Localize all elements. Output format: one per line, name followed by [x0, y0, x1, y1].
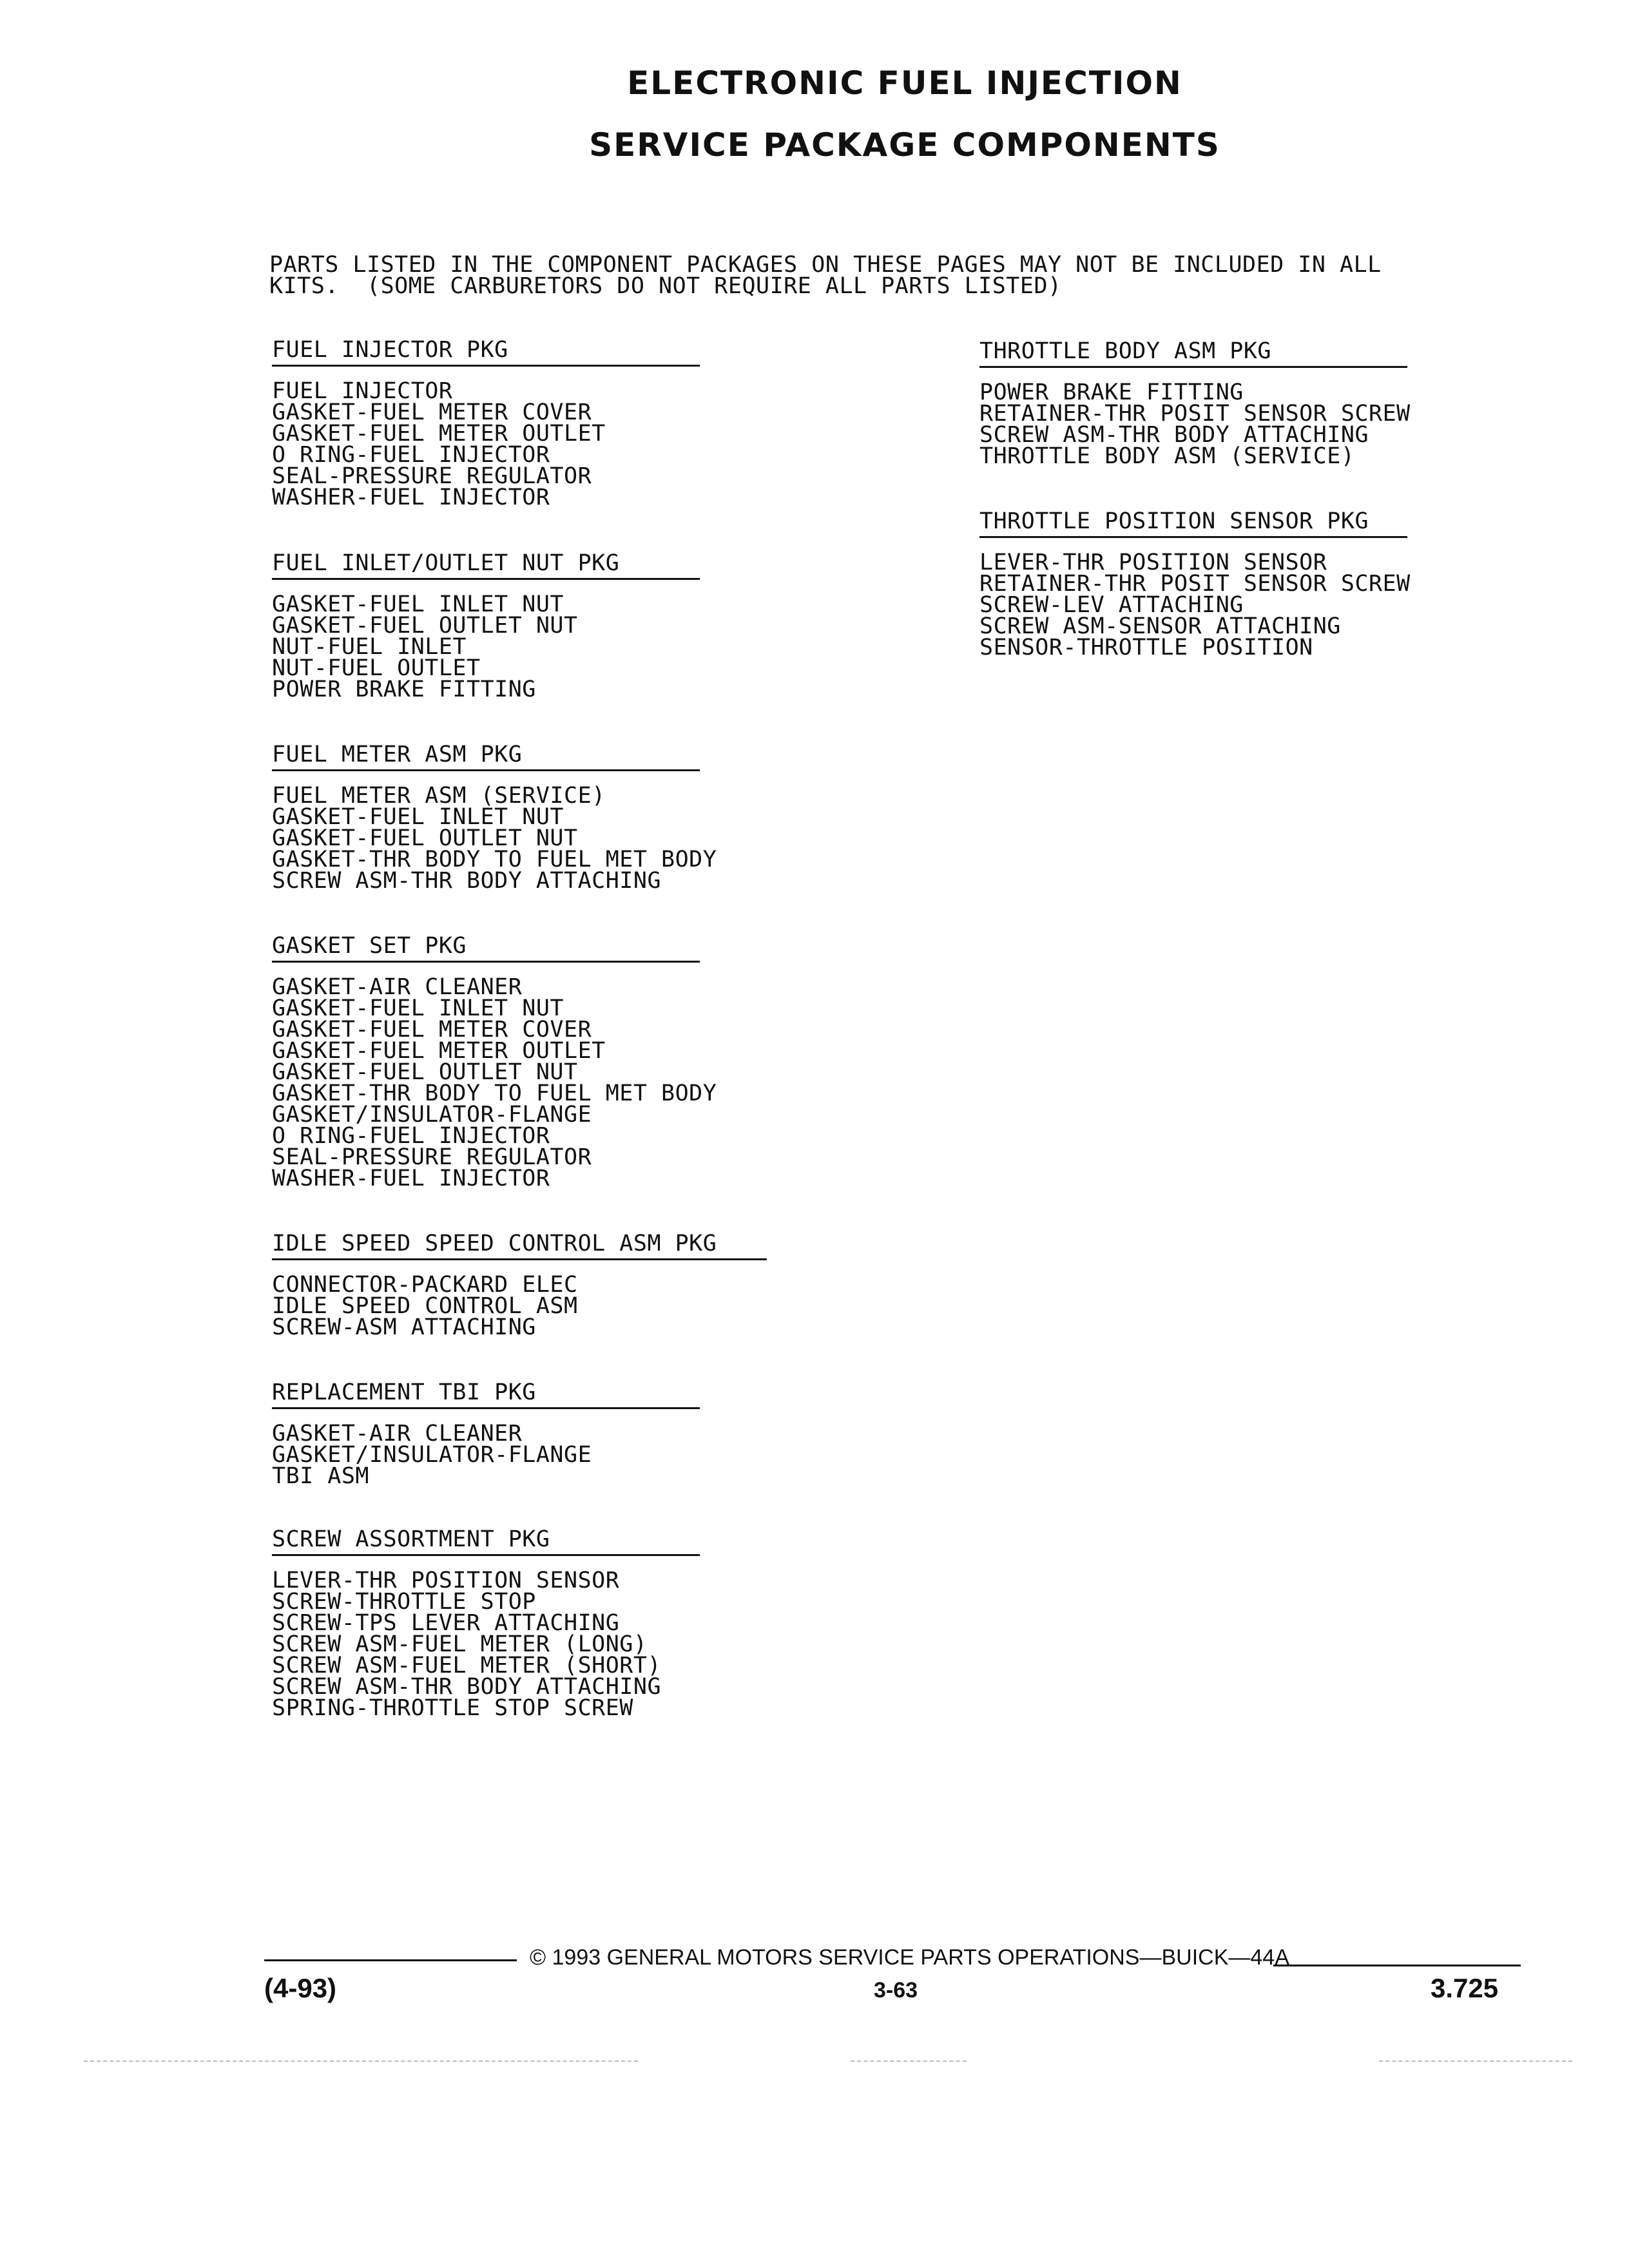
part-item: WASHER-FUEL INJECTOR — [272, 485, 550, 510]
section-title: IDLE SPEED SPEED CONTROL ASM PKG — [272, 1233, 767, 1260]
parts-list — [272, 1274, 767, 1338]
section-title: FUEL INJECTOR PKG — [272, 340, 700, 367]
part-item: SCREW-TPS LEVER ATTACHING — [272, 1610, 620, 1636]
parts-list — [979, 382, 1411, 467]
part-item: SCREW-ASM ATTACHING — [272, 1314, 536, 1340]
scan-artifact-line — [1379, 2061, 1572, 2062]
page-subtitle: SERVICE PACKAGE COMPONENTS — [589, 126, 1220, 164]
scan-artifact-line — [84, 2061, 638, 2062]
part-item: RETAINER-THR POSIT SENSOR SCREW — [979, 401, 1411, 427]
part-item: LEVER-THR POSITION SENSOR — [979, 550, 1327, 575]
part-item: IDLE SPEED CONTROL ASM — [272, 1293, 578, 1319]
part-item: SCREW ASM-FUEL METER (LONG) — [272, 1631, 648, 1657]
part-item: SPRING-THROTTLE STOP SCREW — [272, 1695, 633, 1721]
section-title: GASKET SET PKG — [272, 936, 700, 963]
section-replacement-tbi-pkg — [272, 1379, 700, 1489]
section-throttle-body-asm-pkg — [979, 338, 1411, 469]
part-item: SCREW ASM-THR BODY ATTACHING — [272, 868, 662, 894]
part-item: GASKET/INSULATOR-FLANGE — [272, 1102, 592, 1128]
part-item: SEAL-PRESSURE REGULATOR — [272, 1144, 592, 1170]
parts-list — [979, 552, 1411, 658]
section-fuel-injector-pkg — [272, 337, 700, 510]
parts-list — [272, 378, 700, 510]
parts-list — [272, 1570, 700, 1719]
section-title: FUEL INLET/OUTLET NUT PKG — [272, 553, 700, 580]
part-item: NUT-FUEL OUTLET — [272, 655, 481, 681]
footer-date-code: (4-93) — [264, 1973, 337, 2003]
section-idle-speed-control-asm-pkg — [272, 1233, 767, 1338]
part-item: SCREW-THROTTLE STOP — [272, 1589, 536, 1615]
footer-copyright: © 1993 GENERAL MOTORS SERVICE PARTS OPERATIONS—BUICK—44A — [530, 1945, 1289, 1970]
intro-line: PARTS LISTED IN THE COMPONENT PACKAGES ON THESE PAGES MAY NOT BE INCLUDED IN ALL — [269, 252, 1382, 278]
section-title: REPLACEMENT TBI PKG — [272, 1382, 700, 1409]
footer-page-number: 3-63 — [874, 1978, 918, 2003]
part-item: GASKET-FUEL METER OUTLET — [272, 421, 606, 447]
parts-list — [272, 785, 717, 892]
part-item: RETAINER-THR POSIT SENSOR SCREW — [979, 571, 1411, 597]
part-item: GASKET-FUEL OUTLET NUT — [272, 825, 578, 851]
part-item: GASKET-FUEL OUTLET NUT — [272, 613, 578, 639]
section-title: THROTTLE POSITION SENSOR PKG — [979, 511, 1407, 538]
part-item: SCREW ASM-THR BODY ATTACHING — [979, 422, 1369, 448]
part-item: SENSOR-THROTTLE POSITION — [979, 635, 1313, 660]
part-item: FUEL METER ASM (SERVICE) — [272, 783, 606, 809]
footer-rule-right — [1273, 1965, 1521, 1966]
section-title: THROTTLE BODY ASM PKG — [979, 341, 1407, 368]
part-item: SCREW ASM-SENSOR ATTACHING — [979, 613, 1341, 639]
page-title: ELECTRONIC FUEL INJECTION — [627, 64, 1182, 102]
section-throttle-position-sensor-pkg — [979, 508, 1411, 660]
section-fuel-inlet-outlet-nut-pkg — [272, 550, 700, 702]
part-item: WASHER-FUEL INJECTOR — [272, 1166, 550, 1191]
section-screw-assortment-pkg — [272, 1526, 700, 1721]
footer-section-number: 3.725 — [1431, 1973, 1499, 2003]
part-item: GASKET-AIR CLEANER — [272, 1421, 523, 1446]
part-item: GASKET-FUEL INLET NUT — [272, 995, 564, 1021]
part-item: THROTTLE BODY ASM (SERVICE) — [979, 443, 1355, 469]
parts-list — [272, 974, 717, 1191]
section-fuel-meter-asm-pkg — [272, 744, 717, 892]
parts-list — [272, 1423, 700, 1487]
part-item: NUT-FUEL INLET — [272, 634, 467, 660]
intro-line: KITS. (SOME CARBURETORS DO NOT REQUIRE ALL PARTS LISTED) — [269, 273, 1062, 299]
section-gasket-set-pkg — [272, 933, 717, 1191]
part-item: GASKET-AIR CLEANER — [272, 974, 523, 1000]
section-title: FUEL METER ASM PKG — [272, 744, 700, 771]
part-item: SCREW ASM-THR BODY ATTACHING — [272, 1674, 662, 1700]
part-item: GASKET-THR BODY TO FUEL MET BODY — [272, 1081, 717, 1106]
part-item: GASKET-THR BODY TO FUEL MET BODY — [272, 847, 717, 872]
part-item: TBI ASM — [272, 1463, 370, 1489]
footer-rule-left — [264, 1959, 517, 1961]
parts-list — [272, 591, 700, 702]
part-item: SCREW ASM-FUEL METER (SHORT) — [272, 1653, 662, 1678]
part-item: GASKET-FUEL METER COVER — [272, 1017, 592, 1043]
part-item: FUEL INJECTOR — [272, 378, 453, 404]
part-item: GASKET-FUEL INLET NUT — [272, 804, 564, 830]
part-item: SCREW-LEV ATTACHING — [979, 592, 1244, 618]
section-title: SCREW ASSORTMENT PKG — [272, 1529, 700, 1556]
part-item: SEAL-PRESSURE REGULATOR — [272, 463, 592, 489]
part-item: GASKET-FUEL INLET NUT — [272, 591, 564, 617]
part-item: O RING-FUEL INJECTOR — [272, 1123, 550, 1149]
part-item: GASKET-FUEL METER COVER — [272, 399, 592, 425]
part-item: POWER BRAKE FITTING — [272, 677, 536, 702]
part-item: POWER BRAKE FITTING — [979, 380, 1244, 405]
scan-artifact-line — [851, 2061, 967, 2062]
part-item: GASKET-FUEL OUTLET NUT — [272, 1059, 578, 1085]
part-item: GASKET-FUEL METER OUTLET — [272, 1038, 606, 1064]
part-item: O RING-FUEL INJECTOR — [272, 442, 550, 468]
part-item: GASKET/INSULATOR-FLANGE — [272, 1442, 592, 1468]
part-item: LEVER-THR POSITION SENSOR — [272, 1568, 620, 1593]
part-item: CONNECTOR-PACKARD ELEC — [272, 1272, 578, 1298]
intro-paragraph — [269, 252, 1519, 299]
